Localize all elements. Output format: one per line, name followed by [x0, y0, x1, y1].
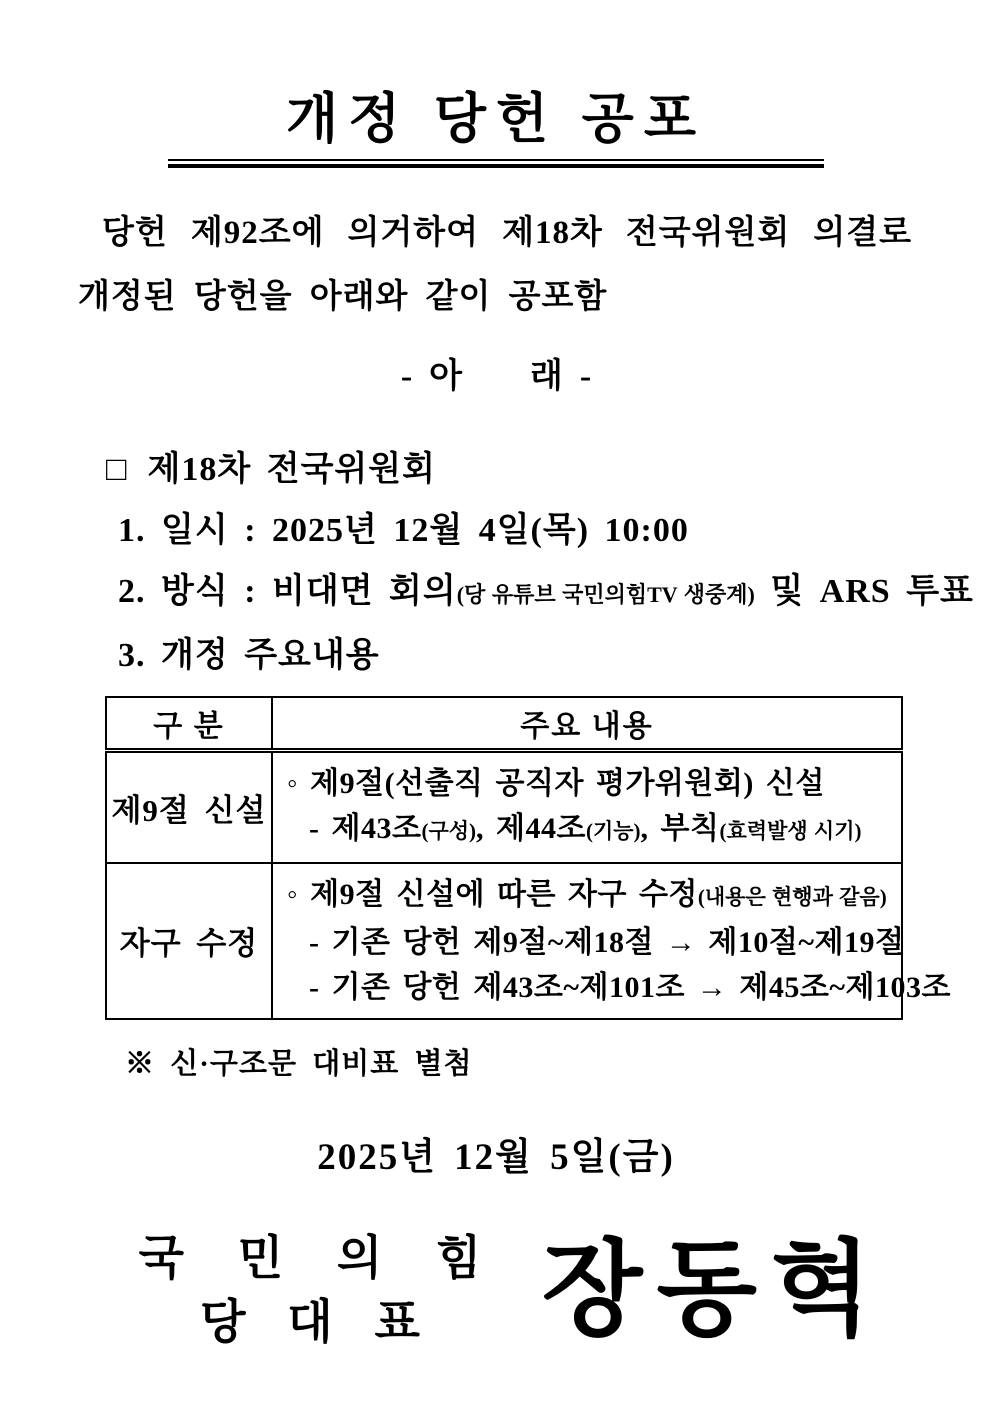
- table-header-content: 주요 내용: [272, 697, 902, 751]
- intro-line-1: 당헌 제92조에 의거하여 제18차 전국위원회 의결로: [102, 214, 912, 251]
- attachment-note: ※ 신·구조문 대비표 별첨: [125, 1047, 473, 1080]
- row-1-line-2-paren: (구성): [421, 818, 477, 843]
- row-1-content: [272, 750, 902, 863]
- row-1-category: 제9절 신설: [106, 750, 272, 863]
- row-1-line-2-seg: , 부칙: [640, 811, 720, 845]
- section-heading-text: 제18차 전국위원회: [147, 450, 436, 488]
- signer-org: [110, 1230, 510, 1352]
- row-2-line-1-seg: ◦ 제9절 신설에 따른 자구 수정: [287, 877, 698, 911]
- document-title: 개정 당헌 공포: [286, 89, 706, 149]
- below-label: - 아 래 -: [400, 357, 592, 395]
- section-heading: [106, 449, 992, 491]
- table-header-row: [106, 697, 902, 751]
- proclamation-date: 2025년 12월 5일(금): [317, 1136, 675, 1178]
- table-row: [106, 750, 902, 863]
- intro-line-2: 개정된 당헌을 아래와 같이 공포함: [78, 278, 608, 315]
- title-underline: [168, 159, 824, 168]
- table-row: [106, 863, 902, 1019]
- row-2-line-1-paren: (내용은 현행과 같음): [697, 884, 887, 909]
- row-1-line-2: [287, 806, 893, 854]
- party-leader-title: 당 대 표: [200, 1296, 420, 1349]
- row-2-line-2: - 기존 당헌 제9절~제18절 → 제10절~제19절: [309, 925, 905, 959]
- numbered-item-3: 3. 개정 주요내용: [118, 636, 380, 674]
- revision-table: [105, 696, 951, 1020]
- row-1-line-1: ◦ 제9절(선출직 공직자 평가위원회) 신설: [287, 766, 825, 800]
- row-2-line-3: - 기존 당헌 제43조~제101조 → 제45조~제103조: [309, 970, 951, 1004]
- item-2-text-after: 및 ARS 투표: [754, 572, 974, 610]
- title-section: [0, 0, 992, 168]
- leader-name: 장 동 혁: [542, 1232, 872, 1348]
- table-header-category: 구 분: [106, 697, 272, 751]
- row-1-line-2-paren: (효력발생 시기): [719, 818, 862, 843]
- signature-block: [110, 1226, 912, 1356]
- item-2-parenthetical: (당 유튜브 국민의힘TV 생중계): [456, 581, 755, 607]
- intro-paragraph: [78, 212, 912, 318]
- item-2-text: 2. 방식 : 비대면 회의: [118, 572, 457, 610]
- row-1-line-2-paren: (기능): [585, 818, 641, 843]
- numbered-item-2: [118, 571, 992, 616]
- row-1-line-2-seg: , 제44조: [476, 811, 586, 845]
- party-name: 국 민 의 힘: [138, 1232, 482, 1285]
- row-1-line-2-seg: - 제43조: [309, 811, 422, 845]
- square-bullet-icon: □: [106, 450, 128, 488]
- numbered-item-1: 1. 일시 : 2025년 12월 4일(목) 10:00: [118, 511, 689, 549]
- row-2-line-1: [287, 872, 893, 920]
- row-2-content: [272, 863, 951, 1019]
- row-2-category: 자구 수정: [106, 863, 272, 1019]
